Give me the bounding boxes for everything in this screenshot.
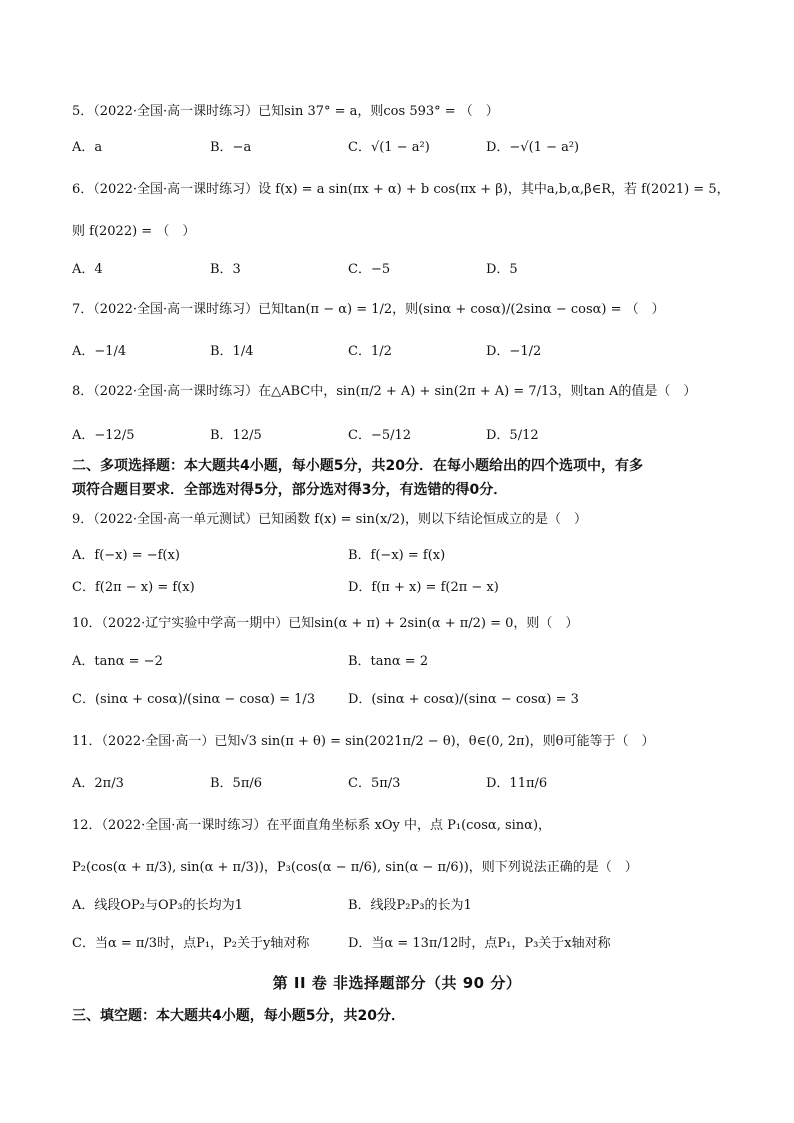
question-5-stem: 5．（2022·全国·高一课时练习）已知sin 37° = a，则cos 593° = （ ） xyxy=(72,104,499,119)
q10-option-b: B．tanα = 2 xyxy=(348,654,429,669)
q7-option-c: C．1/2 xyxy=(348,344,392,359)
q5-option-c: C．√(1 − a²) xyxy=(348,140,430,155)
q12-option-a: A．线段OP₂与OP₃的长均为1 xyxy=(72,898,243,913)
section-2-heading: 二、多项选择题：本大题共4小题，每小题5分，共20分．在每小题给出的四个选项中，有多 xyxy=(72,458,643,474)
question-10-stem: 10．（2022·辽宁实验中学高一期中）已知sin(α + π) + 2sin(α + π/2) = 0，则（ ） xyxy=(72,616,579,631)
q5-option-b: B．−a xyxy=(210,140,252,155)
q5-option-a: A．a xyxy=(72,140,103,155)
q11-option-a: A．2π/3 xyxy=(72,776,124,791)
q12-option-c: C．当α = π/3时，点P₁，P₂关于y轴对称 xyxy=(72,936,310,951)
q10-option-d: D．(sinα + cosα)/(sinα − cosα) = 3 xyxy=(348,692,579,707)
part-2-title: 第 II 卷 非选择题部分（共 90 分） xyxy=(272,974,522,992)
q11-option-c: C．5π/3 xyxy=(348,776,401,791)
q7-option-b: B．1/4 xyxy=(210,344,254,359)
q8-option-a: A．−12/5 xyxy=(72,428,135,443)
q10-option-a: A．tanα = −2 xyxy=(72,654,163,669)
q9-option-d: D．f(π + x) = f(2π − x) xyxy=(348,580,499,595)
question-12-stem: 12．（2022·全国·高一课时练习）在平面直角坐标系 xOy 中，点 P₁(cosα, sinα)， xyxy=(72,818,552,833)
q9-option-c: C．f(2π − x) = f(x) xyxy=(72,580,195,595)
q6-option-a: A．4 xyxy=(72,262,103,277)
q11-option-d: D．11π/6 xyxy=(486,776,548,791)
q10-option-c: C．(sinα + cosα)/(sinα − cosα) = 1/3 xyxy=(72,692,316,707)
q6-option-c: C．−5 xyxy=(348,262,391,277)
q9-option-b: B．f(−x) = f(x) xyxy=(348,548,446,563)
section-2-heading-cont: 项符合题目要求．全部选对得5分，部分选对得3分，有选错的得0分． xyxy=(72,482,508,498)
q12-option-d: D．当α = 13π/12时，点P₁，P₃关于x轴对称 xyxy=(348,936,611,951)
question-6-stem: 6．（2022·全国·高一课时练习）设 f(x) = a sin(πx + α) + b cos(πx + β)，其中a,b,α,β∈R，若 f(2021) = 5， xyxy=(72,182,730,197)
q12-option-b: B．线段P₂P₃的长为1 xyxy=(348,898,472,913)
question-11-stem: 11．（2022·全国·高一）已知√3 sin(π + θ) = sin(2021π/2 − θ)，θ∈(0, 2π)，则θ可能等于（ ） xyxy=(72,734,655,749)
q8-option-b: B．12/5 xyxy=(210,428,262,443)
q7-option-d: D．−1/2 xyxy=(486,344,542,359)
question-12-stem-cont: P₂(cos(α + π/3), sin(α + π/3))，P₃(cos(α − π/6), sin(α − π/6))，则下列说法正确的是（ ） xyxy=(72,860,638,875)
q11-option-b: B．5π/6 xyxy=(210,776,263,791)
q9-option-a: A．f(−x) = −f(x) xyxy=(72,548,180,563)
q5-option-d: D．−√(1 − a²) xyxy=(486,140,580,155)
q6-option-d: D．5 xyxy=(486,262,518,277)
question-7-stem: 7．（2022·全国·高一课时练习）已知tan(π − α) = 1/2，则(sinα + cosα)/(2sinα − cosα) = （ ） xyxy=(72,302,665,317)
question-8-stem: 8．（2022·全国·高一课时练习）在△ABC中，sin(π/2 + A) + sin(2π + A) = 7/13，则tan A的值是（ ） xyxy=(72,384,697,399)
section-3-heading: 三、填空题：本大题共4小题，每小题5分，共20分． xyxy=(72,1008,405,1024)
q6-option-b: B．3 xyxy=(210,262,241,277)
q8-option-d: D．5/12 xyxy=(486,428,539,443)
question-6-stem-cont: 则 f(2022) = （ ） xyxy=(72,224,196,239)
q8-option-c: C．−5/12 xyxy=(348,428,412,443)
q7-option-a: A．−1/4 xyxy=(72,344,127,359)
question-9-stem: 9．（2022·全国·高一单元测试）已知函数 f(x) = sin(x/2)，则以下结论恒成立的是（ ） xyxy=(72,512,588,527)
